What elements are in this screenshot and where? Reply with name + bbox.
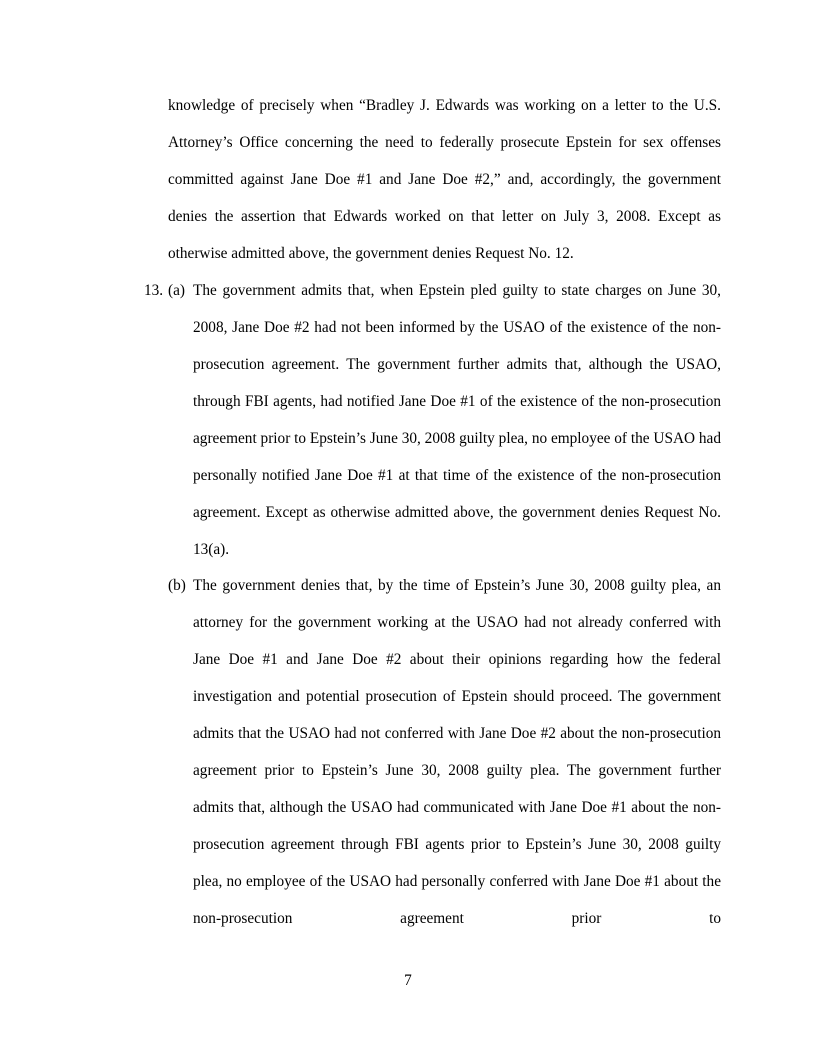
sub-item-a-label: (a) bbox=[168, 282, 185, 299]
item-number: 13. bbox=[144, 282, 164, 299]
page-number: 7 bbox=[404, 972, 412, 989]
continuation-paragraph: knowledge of precisely when “Bradley J. Edwards was working on a letter to the U.S. Attorney’s Office concerning the need to federally prosecute Epstein for sex offenses committed against Jane Doe #1 and Jane Doe #2,” and, accordingly, the government denies the assertion that Edwards worked on that letter on July 3, 2008. Except as otherwise admitted above, the government denies Request No. 12. bbox=[168, 97, 721, 262]
sub-item-a-text: The government admits that, when Epstein pled guilty to state charges on June 30, 2008, Jane Doe #2 had not been informed by the USAO of the existence of the non-prosecution agreement. The government further admits that, although the USAO, through FBI agents, had notified Jane Doe #1 of the existence of the non-prosecution agreement prior to Epstein’s June 30, 2008 guilty plea, no employee of the USAO had personally notified Jane Doe #1 at that time of the existence of the non-prosecution agreement. Except as otherwise admitted above, the government denies Request No. 13(a). bbox=[193, 282, 721, 558]
sub-item-b-text: The government denies that, by the time of Epstein’s June 30, 2008 guilty plea, an attorney for the government working at the USAO had not already conferred with Jane Doe #1 and Jane Doe #2 about their opinions regarding how the federal investigation and potential prosecution of Epstein should proceed. The government admits that the USAO had not conferred with Jane Doe #2 about the non-prosecution agreement prior to Epstein’s June 30, 2008 guilty plea. The government further admits that, although the USAO had communicated with Jane Doe #1 about the non-prosecution agreement through FBI agents prior to Epstein’s June 30, 2008 guilty plea, no employee of the USAO had personally conferred with Jane Doe #1 about the non-prosecution agreement prior to bbox=[193, 577, 721, 927]
sub-item-b-label: (b) bbox=[168, 577, 186, 594]
